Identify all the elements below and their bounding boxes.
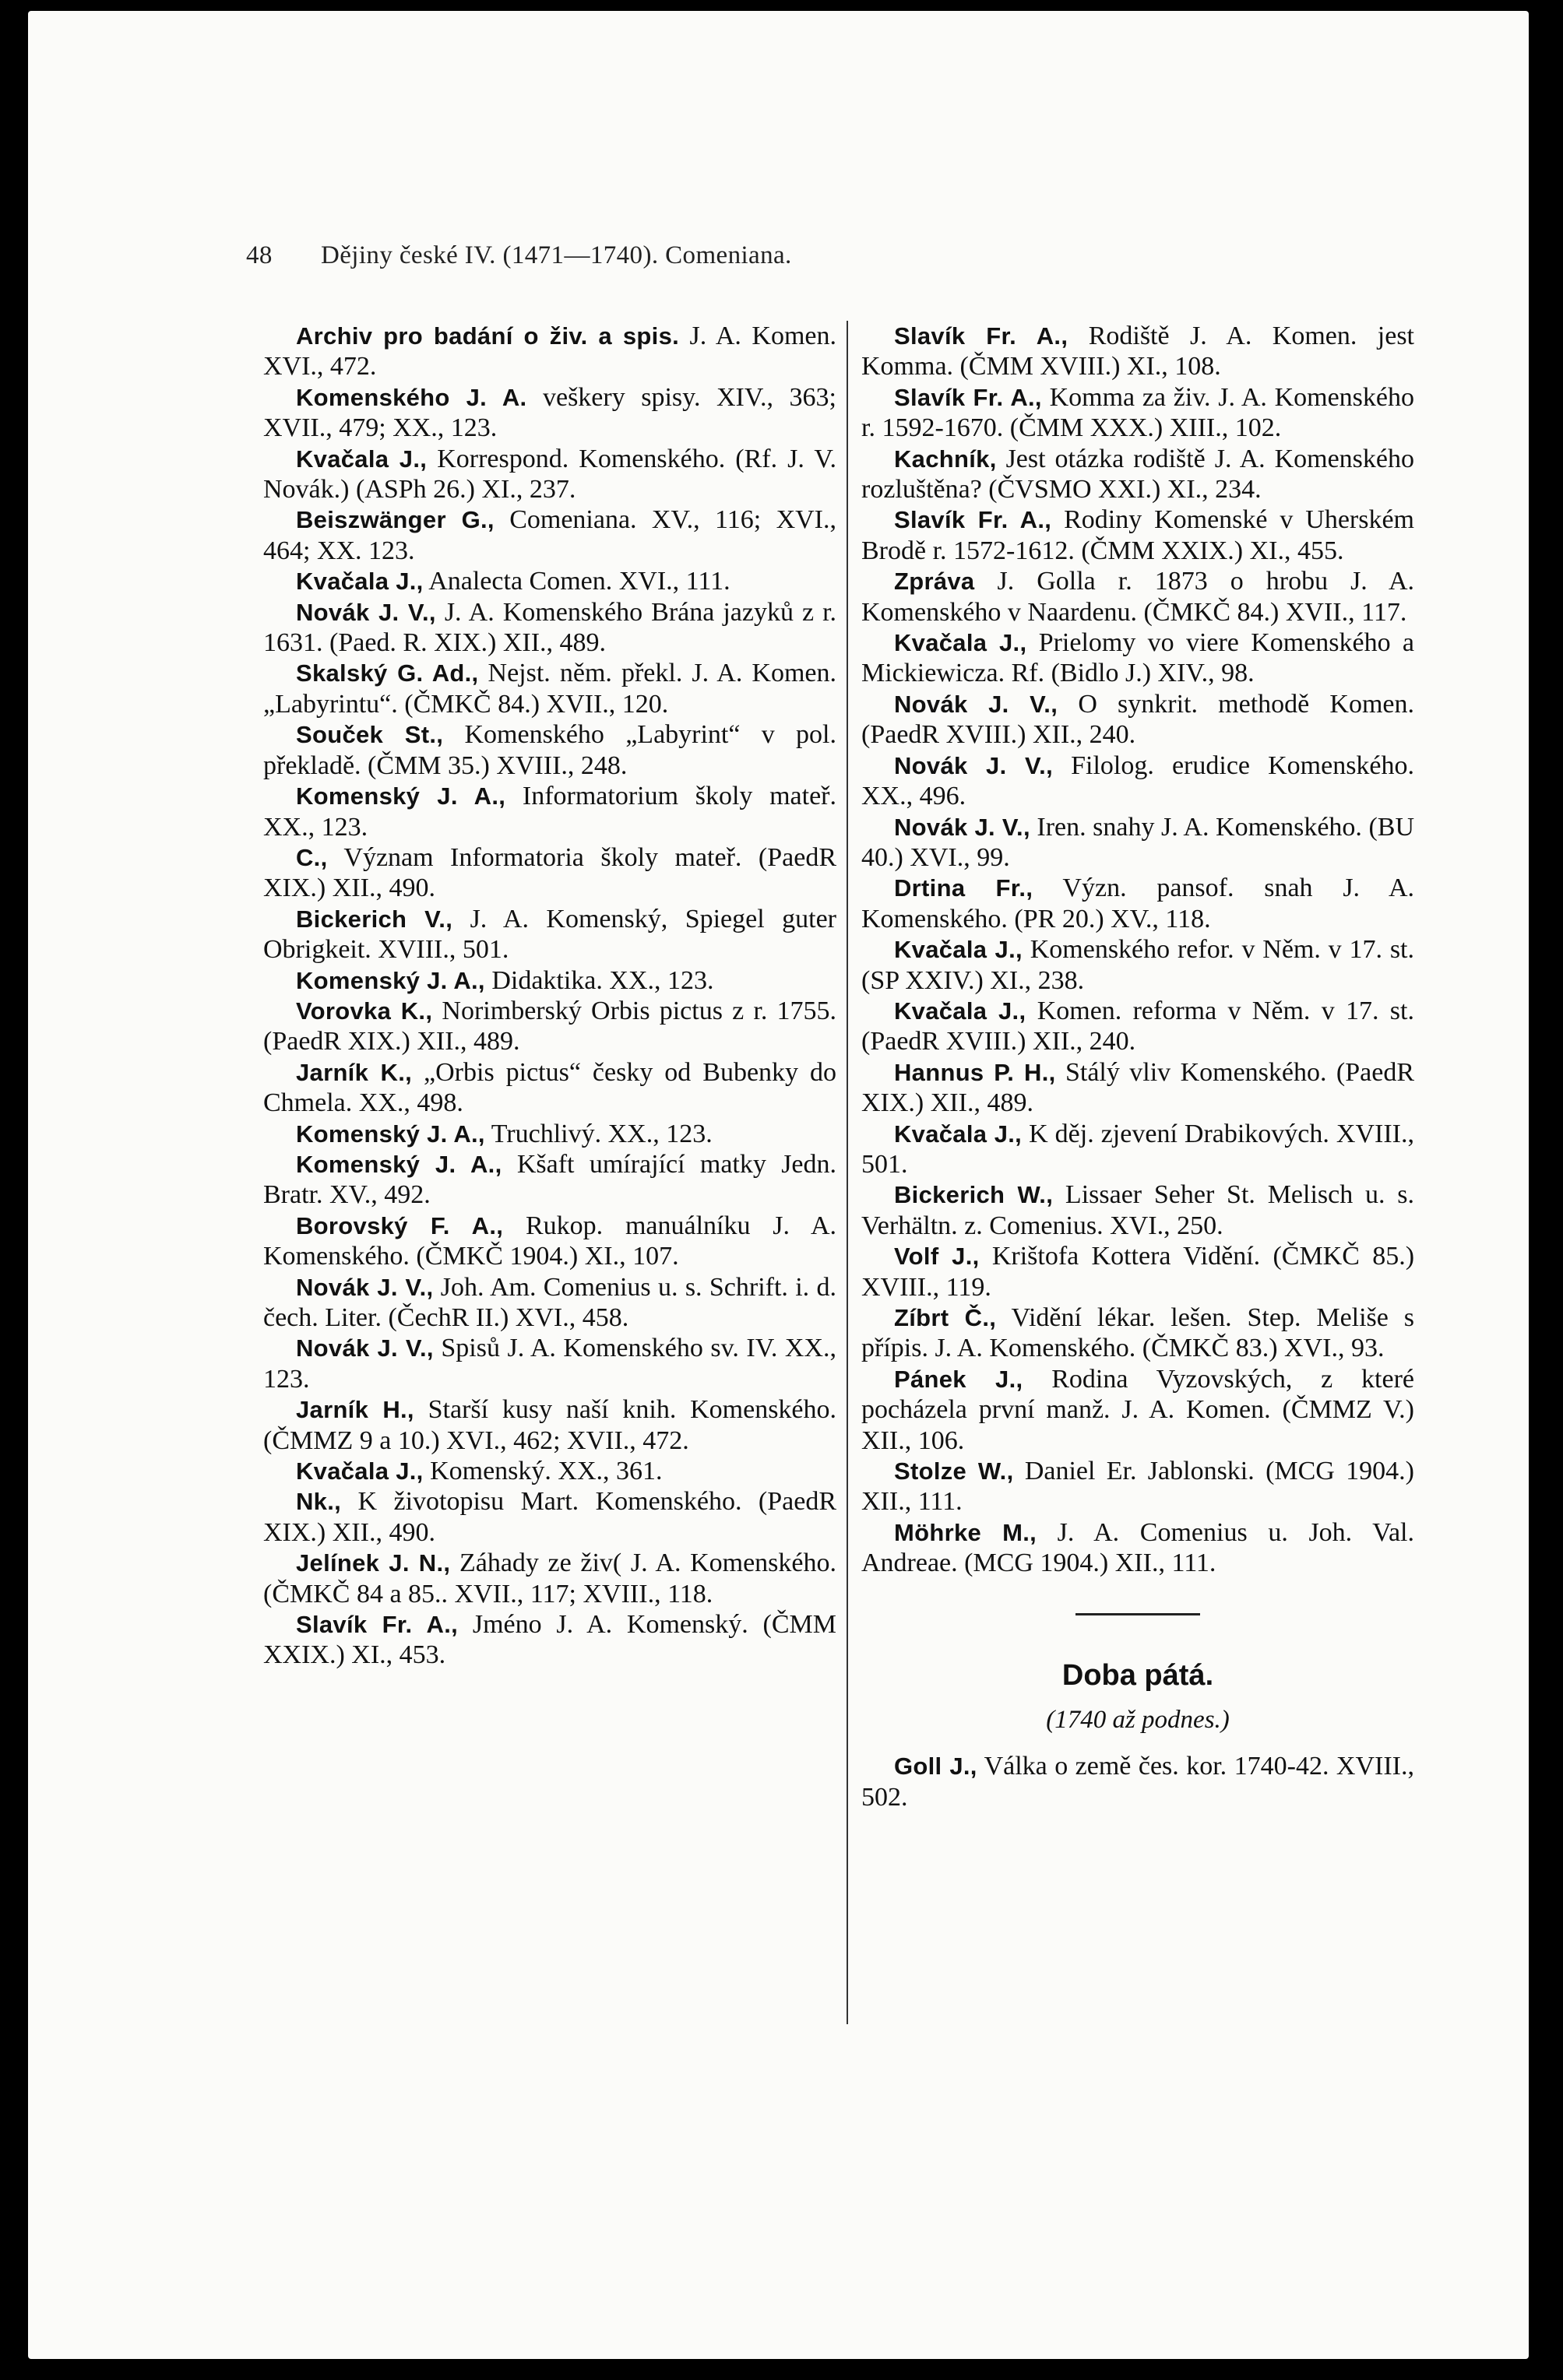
bibliography-entry: [263, 1272, 836, 1334]
right-entries: [861, 321, 1414, 1579]
entry-author: Slavík Fr. A.,: [296, 1611, 459, 1639]
entry-author: Vorovka K.,: [296, 997, 433, 1025]
entry-text: Jméno J. A. Komenský. (ČMM XXIX.) XI., 453.: [263, 1610, 837, 1670]
entry-author: C.,: [296, 843, 328, 871]
entry-text: Starší kusy naší knih. Komenského. (ČMMZ 9 a 10.) XVI., 462; XVII., 472.: [263, 1395, 837, 1455]
section-subtitle: (1740 až podnes.): [1046, 1706, 1230, 1735]
entry-author: Kvačala J.,: [296, 1457, 424, 1485]
entry-author: Bickerich W.,: [894, 1181, 1054, 1209]
bibliography-entry: [861, 1456, 1414, 1517]
entry-author: Jarník K.,: [296, 1058, 413, 1086]
entry-text: Význam Informatoria školy mateř. (PaedR XIX.) XII., 490.: [263, 842, 836, 903]
entry-text: Nejst. něm. překl. J. A. Komen. „Labyrintu“. (ČMKČ 84.) XVII., 120.: [263, 659, 836, 719]
bibliography-entry: [861, 1179, 1414, 1241]
bibliography-entry: [263, 781, 836, 842]
entry-text: Záhady ze živ( J. A. Komenského. (ČMKČ 84 a 85.. XVII., 117; XVIII., 118.: [263, 1549, 836, 1608]
book-page: [28, 11, 1529, 2359]
page-header: [246, 241, 1414, 270]
entry-text: Kšaft umírající matky Jedn. Bratr. XV., 492.: [263, 1149, 837, 1210]
entry-text: Komen. reforma v Něm. v 17. st. (PaedR XVIII.) XII., 240.: [861, 996, 1414, 1056]
entry-author: Novák J. V.,: [894, 813, 1030, 841]
entry-author: Kachník,: [894, 445, 997, 473]
bibliography-entry: [263, 1333, 836, 1394]
entry-author: Komenský J. A.,: [296, 1120, 485, 1148]
entry-text: J. A. Komenský, Spiegel guter Obrigkeit. XVIII., 501.: [263, 904, 836, 965]
bibliography-entry: [263, 1486, 836, 1548]
bibliography-entry: [263, 382, 836, 444]
bibliography-entry: [263, 1057, 836, 1119]
bibliography-entry: [263, 1119, 836, 1149]
entry-author: Novák J. V.,: [894, 690, 1058, 718]
entry-author: Archiv pro badání o živ. a spis.: [296, 322, 680, 350]
entry-author: Kvačala J.,: [296, 568, 424, 596]
bibliography-entry: [861, 1119, 1414, 1180]
entry-text: Joh. Am. Comenius u. s. Schrift. i. d. čech. Liter. (ČechR II.) XVI., 458.: [263, 1272, 837, 1332]
bibliography-entry: [263, 1211, 836, 1272]
running-title: Dějiny české IV. (1471—1740). Comeniana.: [321, 241, 792, 269]
bibliography-entry: [861, 504, 1414, 566]
bibliography-entry: [263, 444, 836, 505]
entry-author: Slavík Fr. A.,: [894, 322, 1068, 350]
bibliography-entry: [263, 658, 836, 719]
entry-author: Volf J.,: [894, 1243, 980, 1271]
entry-text: Stálý vliv Komenského. (PaedR XIX.) XII., 489.: [861, 1057, 1414, 1118]
bibliography-entry: [263, 1548, 836, 1609]
entry-text: veškery spisy. XIV., 363; XVII., 479; XX., 123.: [263, 382, 836, 443]
bibliography-entry: [861, 1241, 1414, 1302]
bibliography-entry: [263, 597, 836, 659]
entry-text: Rukop. manuálníku J. A. Komenského. (ČMKČ 1904.) XI., 107.: [263, 1211, 837, 1271]
entry-author: Komenský J. A.,: [296, 966, 485, 994]
entry-author: Borovský F. A.,: [296, 1211, 504, 1239]
entry-author: Souček St.,: [296, 721, 444, 749]
entry-text: O synkrit. methodě Komen. (PaedR XVIII.) XII., 240.: [861, 689, 1415, 750]
bibliography-entry: [861, 1751, 1414, 1812]
entry-text: Komma za živ. J. A. Komenského r. 1592-1670. (ČMM XXX.) XIII., 102.: [861, 382, 1414, 443]
entry-text: Comeniana. XV., 116; XVI., 464; XX. 123.: [263, 505, 837, 565]
entry-author: Komenský J. A.,: [296, 782, 506, 810]
entry-text: J. Golla r. 1873 o hrobu J. A. Komenského v Naardenu. (ČMKČ 84.) XVII., 117.: [861, 567, 1414, 627]
entry-author: Kvačala J.,: [296, 445, 428, 473]
entry-author: Zpráva: [894, 568, 975, 596]
entry-text: Korrespond. Komenského. (Rf. J. V. Novák.) (ASPh 26.) XI., 237.: [263, 444, 837, 504]
entry-text: J. A. Komenského Brána jazyků z r. 1631. (Paed. R. XIX.) XII., 489.: [263, 597, 837, 658]
bibliography-entry: [861, 382, 1414, 444]
entry-author: Drtina Fr.,: [894, 874, 1033, 902]
entry-author: Kvačala J.,: [894, 1120, 1023, 1148]
entry-author: Komenského J. A.: [296, 383, 527, 411]
entry-text: Jest otázka rodiště J. A. Komenského rozluštěna? (ČVSMO XXI.) XI., 234.: [861, 444, 1414, 504]
bibliography-entry: [861, 1057, 1414, 1119]
entry-text: J. A. Komen. XVI., 472.: [263, 322, 837, 381]
entry-author: Kvačala J.,: [894, 629, 1027, 657]
entry-text: Vidění lékar. lešen. Step. Meliše s přípis. J. A. Komenského. (ČMKČ 83.) XVI., 93.: [861, 1303, 1414, 1363]
entry-author: Skalský G. Ad.,: [296, 659, 479, 687]
entry-text: K životopisu Mart. Komenského. (PaedR XIX.) XII., 490.: [263, 1487, 837, 1547]
entry-text: Rodiny Komenské v Uherském Brodě r. 1572-1612. (ČMM XXIX.) XI., 455.: [861, 505, 1414, 565]
bibliography-entry: [861, 628, 1414, 689]
entry-author: Kvačala J.,: [894, 936, 1023, 964]
entry-author: Goll J.,: [894, 1752, 977, 1781]
entry-author: Jelínek J. N.,: [296, 1549, 451, 1577]
bibliography-entry: [861, 566, 1414, 628]
entry-text: Norimberský Orbis pictus z r. 1755. (PaedR XIX.) XII., 489.: [263, 996, 837, 1056]
page-number: 48: [246, 241, 273, 269]
entry-author: Kvačala J.,: [894, 997, 1026, 1025]
section-title: Doba pátá.: [1061, 1658, 1214, 1692]
left-column: [263, 321, 836, 1671]
entry-text: Komenský. XX., 361.: [430, 1457, 663, 1486]
entry-text: Filolog. erudice Komenského. XX., 496.: [861, 751, 1415, 811]
bibliography-entry: [263, 719, 836, 781]
bibliography-entry: [861, 1364, 1414, 1456]
bibliography-entry: [861, 934, 1414, 996]
entry-text: Komenského refor. v Něm. v 17. st. (SP XXIV.) XI., 238.: [861, 935, 1414, 995]
entry-text: Rodiště J. A. Komen. jest Komma. (ČMM XVIII.) XI., 108.: [861, 322, 1415, 381]
entry-text: Krištofa Kottera Vidění. (ČMKČ 85.) XVIII., 119.: [861, 1242, 1415, 1302]
entry-author: Bickerich V.,: [296, 905, 453, 933]
entry-text: Spisů J. A. Komenského sv. IV. XX., 123.: [263, 1334, 837, 1394]
entry-author: Beiszwänger G.,: [296, 506, 495, 534]
entry-author: Nk.,: [296, 1488, 342, 1516]
entry-text: J. A. Comenius u. Joh. Val. Andreae. (MCG 1904.) XII., 111.: [861, 1517, 1415, 1578]
entry-text: Iren. snahy J. A. Komenského. (BU 40.) XVI., 99.: [861, 812, 1415, 872]
entry-author: Jarník H.,: [296, 1396, 414, 1424]
bibliography-entry: [861, 1517, 1414, 1579]
entry-author: Stolze W.,: [894, 1457, 1014, 1485]
entry-author: Möhrke M.,: [894, 1518, 1037, 1546]
bibliography-entry: [263, 566, 836, 596]
bibliography-entry: [263, 996, 836, 1057]
entry-text: Rodina Vyzovských, z které pocházela první manž. J. A. Komen. (ČMMZ V.) XII., 106.: [861, 1364, 1414, 1455]
bibliography-entry: [263, 842, 836, 904]
entry-author: Hannus P. H.,: [894, 1058, 1056, 1086]
entry-author: Zíbrt Č.,: [894, 1304, 997, 1331]
entry-author: Novák J. V.,: [296, 598, 436, 626]
bibliography-entry: [263, 1394, 836, 1456]
bibliography-entry: [861, 1302, 1414, 1364]
section-entries: [861, 1751, 1414, 1812]
bibliography-entry: [263, 321, 836, 382]
entry-author: Slavík Fr. A.,: [894, 383, 1042, 411]
bibliography-entry: [263, 904, 836, 965]
bibliography-entry: [861, 812, 1414, 874]
bibliography-entry: [861, 751, 1414, 812]
entry-text: Válka o země čes. kor. 1740-42. XVIII., 502.: [861, 1752, 1414, 1812]
entry-text: Truchlivý. XX., 123.: [491, 1119, 713, 1148]
entry-text: Didaktika. XX., 123.: [491, 965, 714, 995]
entry-text: Význ. pansof. snah J. A. Komenského. (PR 20.) XV., 118.: [861, 874, 1414, 933]
entry-text: Daniel Er. Jablonski. (MCG 1904.) XII., 111.: [861, 1457, 1414, 1517]
section-rule: [1075, 1613, 1200, 1615]
bibliography-entry: [263, 1456, 836, 1486]
entry-author: Pánek J.,: [894, 1365, 1023, 1393]
entry-author: Novák J. V.,: [894, 751, 1053, 779]
bibliography-entry: [861, 321, 1414, 382]
column-divider: [847, 321, 848, 2024]
entry-text: K děj. zjevení Drabikových. XVIII., 501.: [861, 1119, 1414, 1179]
bibliography-entry: [861, 873, 1414, 934]
entry-text: Informatorium školy mateř. XX., 123.: [263, 782, 836, 842]
entry-author: Komenský J. A.,: [296, 1150, 502, 1178]
entry-text: Komenského „Labyrint“ v pol. překladě. (ČMM 35.) XVIII., 248.: [263, 720, 836, 780]
entry-text: Lissaer Seher St. Melisch u. s. Verhältn. z. Comenius. XVI., 250.: [861, 1180, 1415, 1240]
bibliography-entry: [263, 1149, 836, 1211]
bibliography-entry: [861, 996, 1414, 1057]
bibliography-entry: [861, 689, 1414, 751]
entry-text: Prielomy vo viere Komenského a Mickiewicza. Rf. (Bidlo J.) XIV., 98.: [861, 628, 1414, 688]
entry-text: „Orbis pictus“ česky od Bubenky do Chmela. XX., 498.: [263, 1057, 837, 1118]
entry-author: Slavík Fr. A.,: [894, 506, 1052, 534]
entry-author: Novák J. V.,: [296, 1273, 434, 1301]
bibliography-entry: [263, 965, 836, 996]
entry-text: Analecta Comen. XVI., 111.: [428, 567, 730, 596]
bibliography-entry: [861, 444, 1414, 505]
right-column: [861, 321, 1414, 1812]
bibliography-entry: [263, 1609, 836, 1671]
entry-author: Novák J. V.,: [296, 1334, 434, 1362]
bibliography-entry: [263, 504, 836, 566]
